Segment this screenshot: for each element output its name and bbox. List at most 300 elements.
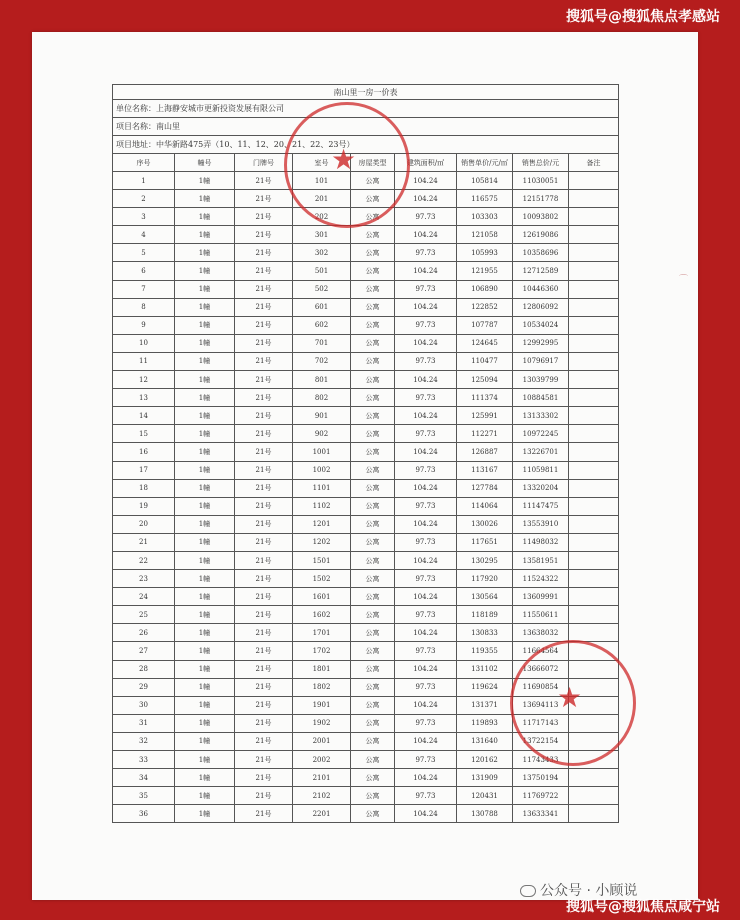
table-cell: 1602	[293, 606, 351, 624]
table-cell: 公寓	[351, 226, 395, 244]
table-cell: 34	[113, 769, 175, 787]
table-cell: 公寓	[351, 678, 395, 696]
document-page	[32, 32, 698, 900]
table-cell: 21号	[235, 479, 293, 497]
table-cell: 1幢	[175, 533, 235, 551]
table-cell: 11690854	[513, 678, 569, 696]
table-cell: 公寓	[351, 696, 395, 714]
table-cell: 301	[293, 226, 351, 244]
table-cell: 121058	[457, 226, 513, 244]
table-cell: 1501	[293, 551, 351, 569]
table-cell: 702	[293, 352, 351, 370]
table-row	[113, 479, 619, 497]
table-cell: 107787	[457, 316, 513, 334]
table-cell: 21号	[235, 389, 293, 407]
table-cell: 103303	[457, 208, 513, 226]
table-cell: 104.24	[395, 172, 457, 190]
table-cell: 201	[293, 190, 351, 208]
table-cell: 公寓	[351, 190, 395, 208]
table-cell: 21号	[235, 461, 293, 479]
table-cell: 1幢	[175, 660, 235, 678]
table-cell: 30	[113, 696, 175, 714]
table-cell: 公寓	[351, 280, 395, 298]
table-cell: 公寓	[351, 642, 395, 660]
table-cell: 1102	[293, 497, 351, 515]
table-cell	[569, 334, 619, 352]
table-cell: 13666072	[513, 660, 569, 678]
table-cell: 20	[113, 515, 175, 533]
table-cell: 21号	[235, 660, 293, 678]
table-cell: 1幢	[175, 280, 235, 298]
table-cell: 21	[113, 533, 175, 551]
table-row	[113, 551, 619, 569]
table-cell: 21号	[235, 371, 293, 389]
table-cell: 1幢	[175, 696, 235, 714]
table-cell: 1101	[293, 479, 351, 497]
table-cell: 901	[293, 407, 351, 425]
table-cell: 104.24	[395, 769, 457, 787]
table-cell: 21号	[235, 551, 293, 569]
column-header: 室号	[293, 154, 351, 172]
table-cell: 97.73	[395, 352, 457, 370]
table-cell: 902	[293, 425, 351, 443]
table-cell: 21号	[235, 497, 293, 515]
table-cell: 1502	[293, 570, 351, 588]
table-cell: 104.24	[395, 479, 457, 497]
table-cell: 24	[113, 588, 175, 606]
address-value: 中华新路475弄（10、11、12、20、21、22、23号）	[156, 140, 355, 149]
table-cell: 公寓	[351, 515, 395, 533]
table-row	[113, 334, 619, 352]
table-cell	[569, 262, 619, 280]
address-label: 项目地址：	[116, 140, 156, 149]
table-cell: 97.73	[395, 787, 457, 805]
table-cell	[569, 371, 619, 389]
table-cell: 1幢	[175, 172, 235, 190]
table-cell: 8	[113, 298, 175, 316]
table-cell: 公寓	[351, 805, 395, 823]
table-cell: 1幢	[175, 334, 235, 352]
table-cell: 2001	[293, 732, 351, 750]
table-cell: 125094	[457, 371, 513, 389]
table-cell: 21号	[235, 588, 293, 606]
table-row	[113, 497, 619, 515]
table-cell: 公寓	[351, 244, 395, 262]
table-cell: 27	[113, 642, 175, 660]
table-cell: 1幢	[175, 407, 235, 425]
table-cell: 2002	[293, 751, 351, 769]
table-cell: 120162	[457, 751, 513, 769]
table-cell: 35	[113, 787, 175, 805]
table-cell: 112271	[457, 425, 513, 443]
table-cell: 117651	[457, 533, 513, 551]
table-cell: 13638032	[513, 624, 569, 642]
table-cell: 13633341	[513, 805, 569, 823]
table-cell	[569, 244, 619, 262]
table-cell: 公寓	[351, 443, 395, 461]
table-cell: 4	[113, 226, 175, 244]
table-cell	[569, 425, 619, 443]
table-cell: 13226701	[513, 443, 569, 461]
table-cell: 15	[113, 425, 175, 443]
table-cell: 116575	[457, 190, 513, 208]
table-cell: 502	[293, 280, 351, 298]
table-cell: 32	[113, 732, 175, 750]
table-cell: 13750194	[513, 769, 569, 787]
table-cell: 1幢	[175, 787, 235, 805]
table-cell: 111374	[457, 389, 513, 407]
table-row	[113, 352, 619, 370]
column-header: 销售总价/元	[513, 154, 569, 172]
table-cell: 501	[293, 262, 351, 280]
table-cell: 11147475	[513, 497, 569, 515]
table-cell: 97.73	[395, 389, 457, 407]
table-cell: 104.24	[395, 334, 457, 352]
table-cell: 公寓	[351, 461, 395, 479]
table-cell: 97.73	[395, 678, 457, 696]
table-row	[113, 226, 619, 244]
table-cell: 13609991	[513, 588, 569, 606]
table-cell: 97.73	[395, 316, 457, 334]
table-cell: 3	[113, 208, 175, 226]
table-cell: 26	[113, 624, 175, 642]
table-cell: 公寓	[351, 660, 395, 678]
table-cell: 131640	[457, 732, 513, 750]
table-cell: 1幢	[175, 208, 235, 226]
table-cell: 1901	[293, 696, 351, 714]
table-row	[113, 244, 619, 262]
table-cell: 10	[113, 334, 175, 352]
table-cell: 10534024	[513, 316, 569, 334]
table-row	[113, 588, 619, 606]
table-cell: 113167	[457, 461, 513, 479]
table-cell: 21号	[235, 425, 293, 443]
table-cell: 1002	[293, 461, 351, 479]
table-cell	[569, 606, 619, 624]
table-cell: 11550611	[513, 606, 569, 624]
table-cell: 21号	[235, 334, 293, 352]
table-cell: 21号	[235, 696, 293, 714]
table-cell: 公寓	[351, 262, 395, 280]
table-cell: 104.24	[395, 443, 457, 461]
table-cell: 104.24	[395, 226, 457, 244]
table-cell	[569, 551, 619, 569]
table-cell: 21号	[235, 298, 293, 316]
table-cell: 21号	[235, 606, 293, 624]
table-cell: 1202	[293, 533, 351, 551]
table-cell	[569, 172, 619, 190]
table-cell: 104.24	[395, 660, 457, 678]
table-cell: 21号	[235, 787, 293, 805]
table-cell: 124645	[457, 334, 513, 352]
table-cell: 125991	[457, 407, 513, 425]
table-cell: 12992995	[513, 334, 569, 352]
table-cell: 114064	[457, 497, 513, 515]
table-cell: 601	[293, 298, 351, 316]
table-cell: 21号	[235, 642, 293, 660]
table-cell	[569, 805, 619, 823]
table-cell: 公寓	[351, 751, 395, 769]
table-cell: 97.73	[395, 461, 457, 479]
table-cell: 1幢	[175, 570, 235, 588]
table-cell: 18	[113, 479, 175, 497]
table-cell: 公寓	[351, 389, 395, 407]
column-header: 房屋类型	[351, 154, 395, 172]
table-cell: 104.24	[395, 696, 457, 714]
table-cell: 13039799	[513, 371, 569, 389]
table-cell: 1幢	[175, 262, 235, 280]
table-cell: 1幢	[175, 244, 235, 262]
table-cell: 101	[293, 172, 351, 190]
table-cell: 97.73	[395, 244, 457, 262]
table-cell: 21号	[235, 244, 293, 262]
table-cell	[569, 497, 619, 515]
table-cell: 97.73	[395, 425, 457, 443]
table-cell: 21号	[235, 678, 293, 696]
table-cell: 104.24	[395, 298, 457, 316]
table-cell: 1幢	[175, 751, 235, 769]
table-cell: 12151778	[513, 190, 569, 208]
table-row	[113, 787, 619, 805]
table-cell: 10446360	[513, 280, 569, 298]
side-seal-fragment: ⌒	[678, 275, 688, 285]
table-cell: 1幢	[175, 497, 235, 515]
table-row	[113, 515, 619, 533]
table-cell: 16	[113, 443, 175, 461]
table-cell: 11	[113, 352, 175, 370]
table-cell: 131371	[457, 696, 513, 714]
table-cell: 11743433	[513, 751, 569, 769]
table-cell: 21号	[235, 714, 293, 732]
table-cell: 公寓	[351, 371, 395, 389]
table-cell: 97.73	[395, 208, 457, 226]
table-cell: 14	[113, 407, 175, 425]
column-header: 建筑面积/㎡	[395, 154, 457, 172]
table-cell: 1幢	[175, 588, 235, 606]
table-cell: 120431	[457, 787, 513, 805]
table-cell: 121955	[457, 262, 513, 280]
table-row	[113, 805, 619, 823]
table-row	[113, 407, 619, 425]
table-cell: 1702	[293, 642, 351, 660]
table-cell: 1幢	[175, 389, 235, 407]
table-cell: 1幢	[175, 551, 235, 569]
table-cell	[569, 769, 619, 787]
table-cell: 1802	[293, 678, 351, 696]
table-cell: 602	[293, 316, 351, 334]
table-cell: 97.73	[395, 280, 457, 298]
table-cell: 12806092	[513, 298, 569, 316]
unit-label: 单位名称：	[116, 104, 156, 113]
column-header: 序号	[113, 154, 175, 172]
table-cell: 22	[113, 551, 175, 569]
table-cell: 13722154	[513, 732, 569, 750]
table-cell	[569, 316, 619, 334]
table-cell: 21号	[235, 624, 293, 642]
table-cell	[569, 190, 619, 208]
table-cell: 97.73	[395, 533, 457, 551]
wechat-icon	[520, 885, 536, 897]
table-cell	[569, 208, 619, 226]
table-cell: 13	[113, 389, 175, 407]
table-cell: 110477	[457, 352, 513, 370]
table-cell: 21号	[235, 226, 293, 244]
table-cell: 公寓	[351, 588, 395, 606]
table-cell: 公寓	[351, 606, 395, 624]
table-cell: 97.73	[395, 714, 457, 732]
table-cell: 11059811	[513, 461, 569, 479]
table-cell: 130295	[457, 551, 513, 569]
table-cell: 130564	[457, 588, 513, 606]
table-row	[113, 624, 619, 642]
table-cell: 21号	[235, 316, 293, 334]
table-cell: 1幢	[175, 461, 235, 479]
table-cell: 1701	[293, 624, 351, 642]
table-cell: 1801	[293, 660, 351, 678]
table-cell: 21号	[235, 262, 293, 280]
table-cell: 1601	[293, 588, 351, 606]
table-cell: 104.24	[395, 262, 457, 280]
table-cell: 119355	[457, 642, 513, 660]
table-cell: 130788	[457, 805, 513, 823]
table-cell: 802	[293, 389, 351, 407]
table-cell: 131102	[457, 660, 513, 678]
table-cell	[569, 515, 619, 533]
table-cell: 105993	[457, 244, 513, 262]
column-header: 销售单价/元/㎡	[457, 154, 513, 172]
watermark-bottom: 搜狐号@搜狐焦点咸宁站	[566, 899, 720, 915]
table-cell: 104.24	[395, 371, 457, 389]
table-cell	[569, 461, 619, 479]
table-cell: 公寓	[351, 479, 395, 497]
table-cell: 11030051	[513, 172, 569, 190]
table-cell: 122852	[457, 298, 513, 316]
table-cell: 21号	[235, 407, 293, 425]
project-value: 南山里	[156, 122, 180, 131]
table-cell	[569, 787, 619, 805]
table-cell: 104.24	[395, 805, 457, 823]
table-cell: 36	[113, 805, 175, 823]
table-cell: 1幢	[175, 678, 235, 696]
table-cell: 130833	[457, 624, 513, 642]
table-row	[113, 298, 619, 316]
table-cell: 21号	[235, 443, 293, 461]
table-cell: 1幢	[175, 352, 235, 370]
column-header: 幢号	[175, 154, 235, 172]
table-cell: 12712589	[513, 262, 569, 280]
table-cell: 21号	[235, 208, 293, 226]
table-cell: 11498032	[513, 533, 569, 551]
table-cell: 119624	[457, 678, 513, 696]
table-cell: 29	[113, 678, 175, 696]
table-cell: 6	[113, 262, 175, 280]
table-cell: 公寓	[351, 714, 395, 732]
table-cell: 1201	[293, 515, 351, 533]
table-cell: 1幢	[175, 624, 235, 642]
table-cell: 公寓	[351, 551, 395, 569]
table-cell: 1幢	[175, 226, 235, 244]
table-cell: 10358696	[513, 244, 569, 262]
table-cell: 131909	[457, 769, 513, 787]
table-cell: 21号	[235, 751, 293, 769]
table-row	[113, 443, 619, 461]
table-cell: 104.24	[395, 732, 457, 750]
table-cell: 104.24	[395, 407, 457, 425]
table-cell: 公寓	[351, 533, 395, 551]
sheet-title: 南山里一房一价表	[113, 85, 619, 100]
table-cell: 12	[113, 371, 175, 389]
table-cell: 106890	[457, 280, 513, 298]
table-cell: 1幢	[175, 298, 235, 316]
table-cell: 1幢	[175, 316, 235, 334]
table-cell: 1幢	[175, 714, 235, 732]
table-cell: 97.73	[395, 570, 457, 588]
table-cell: 1幢	[175, 642, 235, 660]
table-cell: 公寓	[351, 769, 395, 787]
table-cell: 105814	[457, 172, 513, 190]
table-cell: 公寓	[351, 570, 395, 588]
table-cell: 801	[293, 371, 351, 389]
table-cell: 1902	[293, 714, 351, 732]
table-cell	[569, 407, 619, 425]
table-cell: 13133302	[513, 407, 569, 425]
table-row	[113, 371, 619, 389]
table-cell: 公寓	[351, 624, 395, 642]
table-cell: 104.24	[395, 624, 457, 642]
table-cell: 97.73	[395, 606, 457, 624]
table-cell: 2	[113, 190, 175, 208]
table-cell: 10093802	[513, 208, 569, 226]
table-row	[113, 533, 619, 551]
column-header: 门牌号	[235, 154, 293, 172]
table-cell: 21号	[235, 805, 293, 823]
table-cell: 21号	[235, 533, 293, 551]
table-cell	[569, 280, 619, 298]
table-cell: 117920	[457, 570, 513, 588]
table-cell: 9	[113, 316, 175, 334]
table-cell: 1幢	[175, 769, 235, 787]
table-cell: 104.24	[395, 551, 457, 569]
table-cell	[569, 533, 619, 551]
official-seal-bottom: ★	[510, 640, 636, 766]
table-cell: 104.24	[395, 515, 457, 533]
table-cell: 1幢	[175, 190, 235, 208]
table-cell: 19	[113, 497, 175, 515]
table-cell: 公寓	[351, 407, 395, 425]
table-cell: 97.73	[395, 642, 457, 660]
column-header: 备注	[569, 154, 619, 172]
table-cell: 公寓	[351, 172, 395, 190]
table-cell: 10796917	[513, 352, 569, 370]
table-cell: 13581951	[513, 551, 569, 569]
table-cell: 119893	[457, 714, 513, 732]
table-row	[113, 606, 619, 624]
table-cell	[569, 389, 619, 407]
table-cell: 130026	[457, 515, 513, 533]
table-cell: 2102	[293, 787, 351, 805]
table-cell: 公寓	[351, 352, 395, 370]
table-cell: 10972245	[513, 425, 569, 443]
table-cell: 13694113	[513, 696, 569, 714]
table-cell: 2101	[293, 769, 351, 787]
table-row	[113, 262, 619, 280]
table-cell	[569, 570, 619, 588]
table-cell: 1幢	[175, 606, 235, 624]
table-row	[113, 570, 619, 588]
watermark-top: 搜狐号@搜狐焦点孝感站	[566, 9, 720, 25]
table-cell: 21号	[235, 280, 293, 298]
table-cell: 21号	[235, 352, 293, 370]
